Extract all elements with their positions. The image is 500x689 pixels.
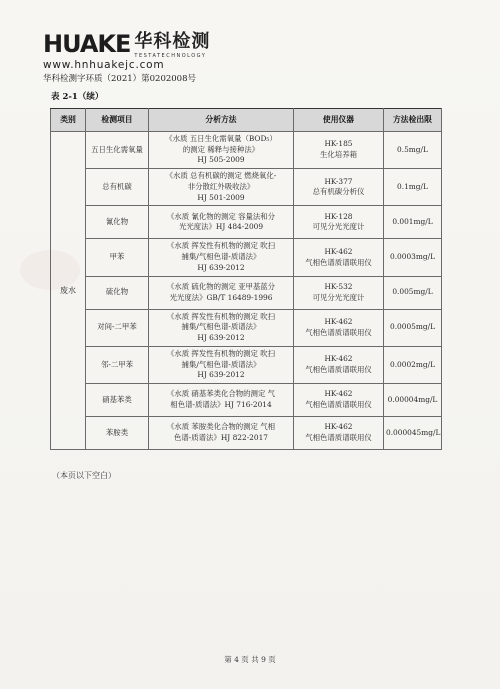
limit-cell: 0.005mg/L <box>384 276 442 309</box>
method-line: 色谱-质谱法》HJ 822-2017 <box>173 433 268 443</box>
method-line: 光光度法》HJ 484-2009 <box>178 222 264 232</box>
method-line: HJ 639-2012 <box>197 262 245 272</box>
table-row <box>51 239 442 276</box>
table-row <box>51 417 442 450</box>
instrument-code: HK-532 <box>324 281 353 291</box>
instrument-name: 可见分光光度计 <box>312 292 365 302</box>
method-line: 捕集/气相色谱-质谱法》 <box>181 322 261 332</box>
instrument-cell <box>294 169 384 206</box>
method-line: 相色谱-质谱法》HJ 716-2014 <box>170 400 272 410</box>
method-cell <box>149 239 294 276</box>
limit-cell: 0.1mg/L <box>384 169 442 206</box>
method-line: HJ 639-2012 <box>197 333 245 343</box>
logo-chinese-name: 华科检测 <box>134 31 211 52</box>
limit-cell: 0.001mg/L <box>384 206 442 239</box>
limit-cell: 0.00004mg/L <box>384 384 442 417</box>
instrument-cell <box>294 384 384 417</box>
instrument-code: HK-128 <box>324 211 353 221</box>
page-footer: 第 4 页 共 9 页 <box>224 655 276 664</box>
instrument-cell <box>294 276 384 309</box>
company-website: www.hnhuakejc.com <box>43 59 165 71</box>
method-cell <box>149 276 294 309</box>
limit-cell: 0.0002mg/L <box>384 346 442 383</box>
instrument-cell <box>294 346 384 383</box>
limit-cell: 0.0005mg/L <box>384 309 442 346</box>
method-line: 《水质 挥发性有机物的测定 吹扫 <box>166 311 276 321</box>
method-line: 的测定 稀释与接种法》 <box>182 144 260 154</box>
method-cell <box>149 384 294 417</box>
logo-mark: HUAKE <box>43 30 131 58</box>
method-cell <box>149 206 294 239</box>
item-cell: 硝基苯类 <box>86 384 149 417</box>
detection-methods-table <box>50 108 442 450</box>
table-row <box>51 346 442 383</box>
limit-cell: 0.5mg/L <box>384 132 442 169</box>
method-line: HJ 501-2009 <box>197 192 245 202</box>
logo-english-name: TESTATECHNOLOGY <box>134 53 207 59</box>
method-line: 《水质 硫化物的测定 亚甲基蓝分 <box>166 281 276 291</box>
header-limit: 方法检出限 <box>384 109 442 132</box>
header-method: 分析方法 <box>149 109 294 132</box>
item-cell: 氰化物 <box>86 206 149 239</box>
item-cell: 苯胺类 <box>86 417 149 450</box>
instrument-name: 可见分光光度计 <box>312 222 365 232</box>
limit-cell: 0.0003mg/L <box>384 239 442 276</box>
blank-remark: （本页以下空白） <box>52 471 116 480</box>
instrument-name: 气相色谱质谱联用仪 <box>305 433 372 443</box>
limit-cell: 0.000045mg/L <box>384 417 442 450</box>
method-line: 《水质 挥发性有机物的测定 吹扫 <box>166 241 276 251</box>
method-cell <box>149 417 294 450</box>
method-line: 《水质 总有机碳的测定 燃烧氧化- <box>165 171 277 181</box>
method-line: 《水质 氰化物的测定 容量法和分 <box>166 211 276 221</box>
instrument-cell <box>294 206 384 239</box>
item-cell: 五日生化需氧量 <box>86 132 149 169</box>
instrument-cell <box>294 239 384 276</box>
table-row <box>51 169 442 206</box>
table-header-row <box>51 109 442 132</box>
instrument-code: HK-462 <box>324 246 353 256</box>
method-line: 非分散红外吸收法》 <box>187 181 255 191</box>
instrument-name: 生化培养箱 <box>320 150 357 160</box>
item-cell: 邻-二甲苯 <box>86 346 149 383</box>
method-line: HJ 639-2012 <box>197 370 245 380</box>
header-item: 检测项目 <box>86 109 149 132</box>
instrument-name: 气相色谱质谱联用仪 <box>305 257 372 267</box>
method-line: HJ 505-2009 <box>197 155 245 165</box>
table-row <box>51 132 442 169</box>
method-line: 《水质 五日生化需氧量（BOD₅） <box>165 134 277 143</box>
method-line: 捕集/气相色谱-质谱法》 <box>181 359 261 369</box>
table-row <box>51 276 442 309</box>
instrument-code: HK-377 <box>324 176 353 186</box>
table-caption: 表 2-1（续） <box>51 92 104 102</box>
item-cell: 甲苯 <box>86 239 149 276</box>
document-number: 华科检测字环质（2021）第0202008号 <box>43 74 196 84</box>
instrument-name: 气相色谱质谱联用仪 <box>305 327 372 337</box>
instrument-cell <box>294 417 384 450</box>
instrument-name: 总有机碳分析仪 <box>312 187 365 197</box>
header-instrument: 使用仪器 <box>294 109 384 132</box>
header-category: 类别 <box>51 109 86 132</box>
method-cell <box>149 309 294 346</box>
table-row <box>51 384 442 417</box>
instrument-name: 气相色谱质谱联用仪 <box>305 400 372 410</box>
method-line: 捕集/气相色谱-质谱法》 <box>181 252 261 262</box>
instrument-code: HK-462 <box>324 389 353 399</box>
instrument-cell <box>294 309 384 346</box>
method-cell <box>149 132 294 169</box>
method-line: 《水质 硝基苯类化合物的测定 气 <box>166 389 276 399</box>
instrument-code: HK-462 <box>324 422 353 432</box>
item-cell: 总有机碳 <box>86 169 149 206</box>
method-line: 《水质 挥发性有机物的测定 吹扫 <box>166 348 276 358</box>
item-cell: 硫化物 <box>86 276 149 309</box>
instrument-name: 气相色谱质谱联用仪 <box>305 364 372 374</box>
instrument-cell <box>294 132 384 169</box>
item-cell: 对间-二甲苯 <box>86 309 149 346</box>
method-cell <box>149 346 294 383</box>
instrument-code: HK-462 <box>324 354 353 364</box>
category-cell: 废水 <box>51 132 86 450</box>
method-line: 光光度法》GB/T 16489-1996 <box>169 292 273 302</box>
method-line: 《水质 苯胺类化合物的测定 气相 <box>166 422 276 432</box>
instrument-code: HK-185 <box>324 139 353 149</box>
table-row <box>51 309 442 346</box>
table-row <box>51 206 442 239</box>
instrument-code: HK-462 <box>324 316 353 326</box>
company-logo <box>43 32 210 59</box>
method-cell <box>149 169 294 206</box>
